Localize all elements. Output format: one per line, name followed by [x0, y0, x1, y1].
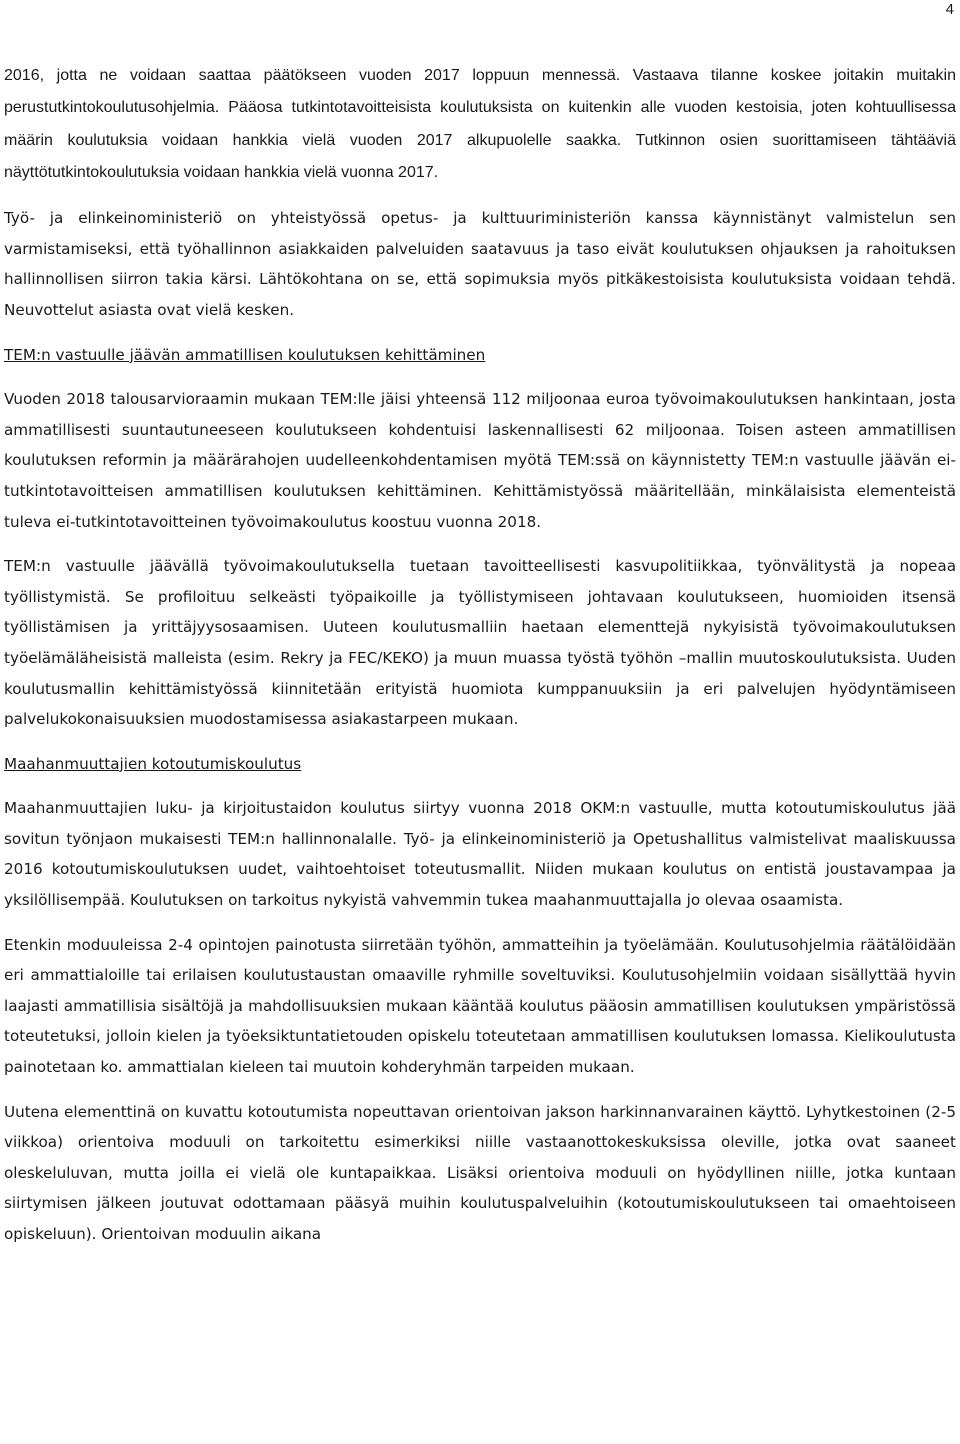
document-body: [4, 60, 956, 1260]
paragraph-5: Maahanmuuttajien luku- ja kirjoitustaidon koulutus siirtyy vuonna 2018 OKM:n vastuulle, mutta kotoutumiskoulutus jää sovitun työnjaon mukaisesti TEM:n hallinnonalalle. Työ- ja elinkeinoministeriö ja Opetushallitus valmistelivat maaliskuussa 2016 kotoutumiskoulutuksen uudet, vaihtoehtoiset toteutusmallit. Niiden mukaan koulutus on entistä joustavampaa ja yksilöllisempää. Koulutuksen on tarkoitus nykyistä vahvemmin tukea maahanmuuttajalla jo olevaa osaamista.: [4, 799, 956, 910]
paragraph-1: 2016, jotta ne voidaan saattaa päätökseen vuoden 2017 loppuun mennessä. Vastaava tilanne koskee joitakin muitakin perustutkintokoulutusohjelmia. Pääosa tutkintotavoitteisista koulutuksista on kuitenkin alle vuoden kestoisia, joten kohtuullisessa määrin koulutuksia voidaan hankkia vielä vuoden 2017 alkupuolelle saakka. Tutkinnon osien suorittamiseen tähtääviä näyttötutkintokoulutuksia voidaan hankkia vielä vuonna 2017.: [4, 67, 956, 181]
section-heading-tem-vocational-training: TEM:n vastuulle jäävän ammatillisen koulutuksen kehittäminen: [4, 345, 486, 364]
paragraph-7: Uutena elementtinä on kuvattu kotoutumista nopeuttavan orientoivan jakson harkinnanvarainen käyttö. Lyhytkestoinen (2-5 viikkoa) orientoiva moduuli on tarkoitettu esimerkiksi niille vastaanottokeskuksissa oleville, jotka ovat saaneet oleskeluluvan, mutta joilla ei vielä ole kuntapaikkaa. Lisäksi orientoiva moduuli on hyödyllinen niille, jotka kuntaan siirtymisen jälkeen joutuvat odottamaan pääsyä muihin koulutuspalveluihin (kotoutumiskoulutukseen tai omaehtoiseen opiskeluun). Orientoivan moduulin aikana: [4, 1102, 956, 1243]
page-number: 4: [945, 1, 954, 18]
paragraph-6: Etenkin moduuleissa 2-4 opintojen painotusta siirretään työhön, ammatteihin ja työelämään. Koulutusohjelmia räätälöidään eri ammattialoille tai erilaisen koulutustaustan omaaville ryhmille soveltuviksi. Koulutusohjelmiin voidaan sisällyttää hyvin laajasti ammatillisia sisältöjä ja mahdollisuuksien mukaan kääntää koulutus pääosin ammatillisen koulutuksen ympäristössä toteutetuksi, jolloin kielen ja työeksiktuntatietouden opiskelu toteutetaan ammatillisen koulutuksen lomassa. Kielikoulutusta painotetaan ko. ammattialan kieleen tai muutoin kohderyhmän tarpeiden mukaan.: [4, 935, 956, 1077]
paragraph-4: TEM:n vastuulle jäävällä työvoimakoulutuksella tuetaan tavoitteellisesti kasvupolitiikkaa, työnvälitystä ja nopeaa työllistymistä. Se profiloituu selkeästi työpaikoille ja työllistymiseen johtavaan koulutukseen, huomioiden itsensä työllistämisen ja yrittäjyysosaamisen. Uuteen koulutusmalliin haetaan elementtejä nykyisistä työvoimakoulutuksen työelämäläheisistä malleista (esim. Rekry ja FEC/KEKO) ja muun muassa työstä työhön –mallin muutoskoulutuksista. Uuden koulutusmallin kehittämistyössä kiinnitetään erityistä huomiota kumppanuuksiin ja eri palvelujen hyödyntämiseen palvelukokonaisuuksien muodostamisessa asiakastarpeen mukaan.: [4, 557, 956, 729]
paragraph-3: Vuoden 2018 talousarvioraamin mukaan TEM:lle jäisi yhteensä 112 miljoonaa euroa työvoimakoulutuksen hankintaan, josta ammatillisesti suuntautuneeseen koulutukseen kohdentuisi laskennallisesti 62 miljoonaa. Toisen asteen ammatillisen koulutuksen reformin ja määrärahojen uudelleenkohdentamisen myötä TEM:ssä on käynnistetty TEM:n vastuulle jäävän ei-tutkintotavoitteisen ammatillisen koulutuksen kehittäminen. Kehittämistyössä määritellään, minkälaisista elementeistä tuleva ei-tutkintotavoitteinen työvoimakoulutus koostuu vuonna 2018.: [4, 390, 956, 531]
paragraph-2: Työ- ja elinkeinoministeriö on yhteistyössä opetus- ja kulttuuriministeriön kanssa käynnistänyt valmistelun sen varmistamiseksi, että työhallinnon asiakkaiden palveluiden saatavuus ja taso eivät koulutuksen ohjauksen ja rahoituksen hallinnollisen siirron takia kärsi. Lähtökohtana on se, että sopimuksia myös pitkäkestoisista koulutuksista voidaan tehdä. Neuvottelut asiasta ovat vielä kesken.: [4, 209, 956, 319]
section-heading-integration-training: Maahanmuuttajien kotoutumiskoulutus: [4, 754, 302, 773]
